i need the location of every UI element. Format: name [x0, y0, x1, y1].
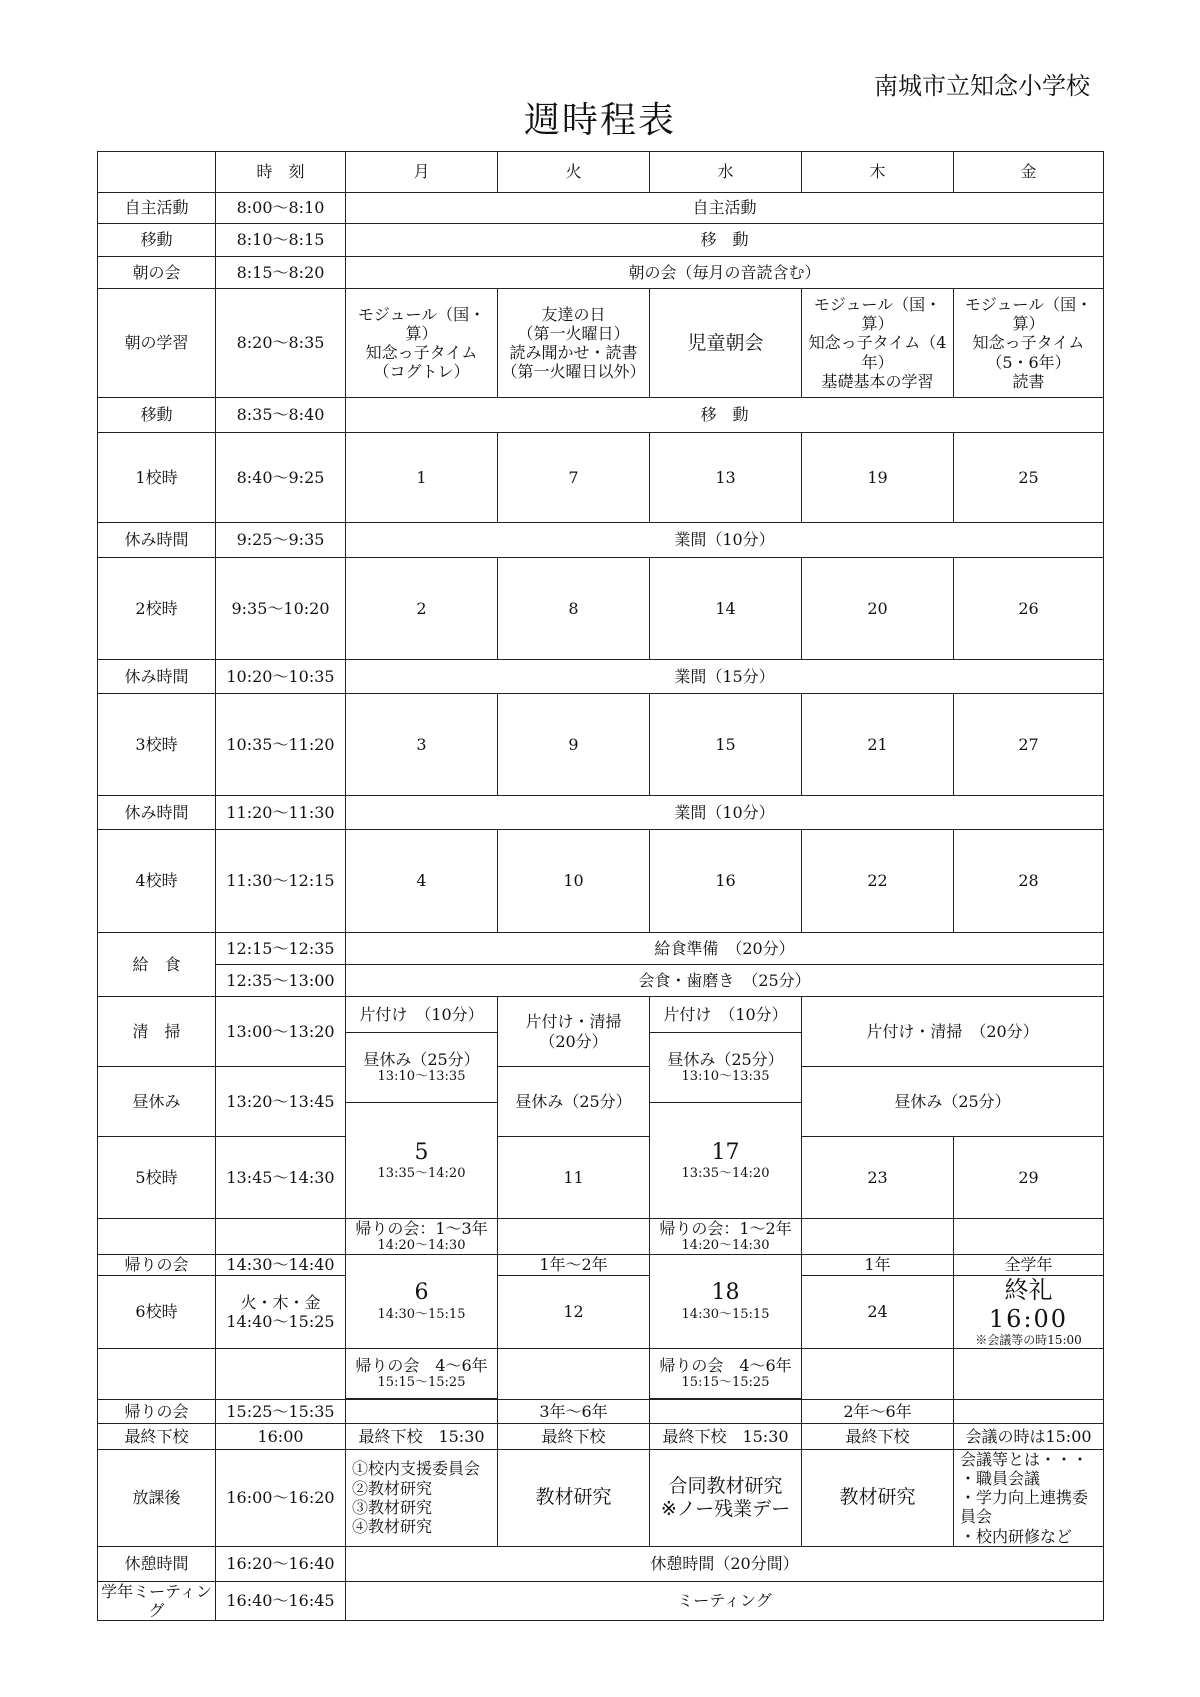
row-time: 10:20〜10:35	[216, 660, 346, 694]
cell-tue: 11	[498, 1137, 650, 1219]
row-asagaku	[98, 289, 1104, 398]
cell-subtime: 15:15〜15:25	[377, 1375, 466, 1391]
cell-number: 18	[711, 1280, 740, 1306]
row-yasumi-3	[98, 796, 1104, 830]
cell-wed	[650, 1399, 802, 1423]
row-label: 休み時間	[98, 523, 216, 558]
row-period-5-a	[98, 1137, 1104, 1179]
row-time: 13:00〜13:20	[216, 997, 346, 1067]
cell-wed-kaeri	[650, 1219, 802, 1255]
cell-mon: ①校内支援委員会 ②教材研究 ③教材研究 ④教材研究	[346, 1449, 498, 1546]
cell-fri	[954, 1399, 1104, 1423]
row-content: 朝の会（毎月の音読含む）	[346, 257, 1104, 289]
row-label: 2校時	[98, 558, 216, 660]
cell-subtime: 13:10〜13:35	[681, 1069, 770, 1085]
row-label: 給 食	[98, 933, 216, 997]
row-time: 13:45〜14:30	[216, 1137, 346, 1219]
spacer-tue	[498, 1219, 650, 1254]
spacer-thu-3	[802, 1348, 954, 1398]
cell-tue: 8	[498, 558, 650, 660]
row-content: 給食準備 （20分）	[346, 933, 1104, 965]
cell-subtime: 15:15〜15:25	[681, 1375, 770, 1391]
cell-mon: モジュール（国・算） 知念っ子タイム （コグトレ）	[346, 289, 498, 398]
cell-mon: 2	[346, 558, 498, 660]
spacer-time-2	[216, 1348, 346, 1399]
cell-text: 昼休み（25分）	[667, 1050, 784, 1070]
cell-thu: モジュール（国・算） 知念っ子タイム（4年） 基礎基本の学習	[802, 289, 954, 398]
row-time: 8:10〜8:15	[216, 224, 346, 257]
cell-fri: 全学年	[954, 1254, 1104, 1275]
cell-wed: 最終下校 15:30	[650, 1423, 802, 1449]
row-kaeri-1	[98, 1254, 1104, 1275]
cell-tue: 1年〜2年	[498, 1254, 650, 1275]
school-name: 南城市立知念小学校	[874, 72, 1090, 100]
cell-tue: 昼休み（25分）	[498, 1067, 650, 1137]
cell-text: 帰りの会：1〜2年	[659, 1219, 792, 1238]
cell-subtime: 13:35〜14:20	[681, 1165, 770, 1181]
cell-wed: 片付け （10分）	[650, 997, 802, 1033]
cell-fri: 27	[954, 694, 1104, 796]
day-header-tue: 火	[498, 152, 650, 193]
row-label: 移動	[98, 398, 216, 433]
row-time: 13:20〜13:45	[216, 1067, 346, 1137]
row-kaeri-note-2	[98, 1348, 1104, 1398]
row-label: 休み時間	[98, 796, 216, 830]
cell-mon-p6	[346, 1254, 498, 1348]
corner-cell	[98, 152, 216, 193]
row-label: 朝の学習	[98, 289, 216, 398]
cell-number: 5	[414, 1139, 429, 1165]
row-label: 清 掃	[98, 997, 216, 1067]
row-time: 12:15〜12:35	[216, 933, 346, 965]
row-time: 9:25〜9:35	[216, 523, 346, 558]
row-kaeri-note-1	[98, 1219, 1104, 1254]
row-time: 16:40〜16:45	[216, 1581, 346, 1620]
day-header-thu: 木	[802, 152, 954, 193]
row-content: 会食・歯磨き （25分）	[346, 965, 1104, 997]
row-label: 学年ミーティング	[98, 1581, 216, 1620]
row-label: 1校時	[98, 433, 216, 523]
cell-number: 17	[711, 1139, 740, 1165]
row-kyushoku-2	[98, 965, 1104, 997]
spacer-label	[98, 1219, 216, 1255]
row-period-6	[98, 1275, 1104, 1347]
row-yasumi-2	[98, 660, 1104, 694]
row-time: 11:20〜11:30	[216, 796, 346, 830]
time-note: 火・木・金	[240, 1292, 321, 1312]
row-ido1	[98, 224, 1104, 257]
spacer-thu	[802, 1219, 954, 1254]
cell-text: 帰りの会 4〜6年	[659, 1355, 792, 1375]
cell-subtime: 14:30〜15:15	[377, 1306, 466, 1322]
row-label: 放課後	[98, 1449, 216, 1546]
row-content: 休憩時間（20分間）	[346, 1546, 1104, 1581]
row-houkago	[98, 1449, 1104, 1546]
cell-tue: 3年〜6年	[498, 1399, 650, 1423]
page-title: 週時程表	[523, 100, 676, 141]
cell-thu: 22	[802, 830, 954, 933]
cell-wed-p5	[650, 1103, 802, 1219]
cell-mon-lunch	[346, 1033, 498, 1103]
closing-note: ※会議等の時15:00	[975, 1333, 1082, 1348]
spacer-fri	[954, 1219, 1104, 1254]
cell-thu-fri: 昼休み（25分）	[802, 1067, 1104, 1137]
cell-mon: 最終下校 15:30	[346, 1423, 498, 1449]
row-time: 14:30〜14:40	[216, 1254, 346, 1275]
cell-fri: 29	[954, 1137, 1104, 1219]
row-seiso-a	[98, 997, 1104, 1033]
row-kyukei	[98, 1546, 1104, 1581]
cell-subtime: 13:10〜13:35	[377, 1069, 466, 1085]
cell-mon: 1	[346, 433, 498, 523]
cell-tue: 12	[498, 1275, 650, 1348]
row-hiru-a	[98, 1067, 1104, 1103]
cell-mon-kaeri2	[346, 1348, 498, 1398]
weekly-schedule-table	[97, 151, 1104, 1621]
row-time: 12:35〜13:00	[216, 965, 346, 997]
cell-text: 帰りの会 4〜6年	[355, 1355, 488, 1375]
cell-wed-p6	[650, 1254, 802, 1348]
cell-subtime: 14:30〜15:15	[681, 1306, 770, 1322]
cell-subtime: 14:20〜14:30	[681, 1238, 770, 1254]
cell-tue: 友達の日 （第一火曜日） 読み聞かせ・読書 （第一火曜日以外）	[498, 289, 650, 398]
row-period-3	[98, 694, 1104, 796]
row-content: ミーティング	[346, 1581, 1104, 1620]
row-label: 移動	[98, 224, 216, 257]
row-time: 8:00〜8:10	[216, 193, 346, 224]
cell-thu: 19	[802, 433, 954, 523]
cell-fri	[954, 1275, 1104, 1348]
cell-text: 帰りの会：1〜3年	[355, 1219, 488, 1238]
spacer-time	[216, 1219, 346, 1255]
row-time: 11:30〜12:15	[216, 830, 346, 933]
cell-mon: 3	[346, 694, 498, 796]
cell-tue: 片付け・清掃 （20分）	[498, 997, 650, 1067]
cell-thu: 2年〜6年	[802, 1399, 954, 1423]
closing-time: 16:00	[988, 1304, 1069, 1333]
row-kaeri-2	[98, 1399, 1104, 1423]
cell-tue: 10	[498, 830, 650, 933]
header-row	[98, 152, 1104, 193]
cell-tue: 9	[498, 694, 650, 796]
cell-tue: 7	[498, 433, 650, 523]
cell-mon-kaeri	[346, 1219, 498, 1255]
cell-thu: 21	[802, 694, 954, 796]
cell-wed: 合同教材研究 ※ノー残業デー	[650, 1449, 802, 1546]
row-time: 16:00	[216, 1423, 346, 1449]
row-time: 16:00〜16:20	[216, 1449, 346, 1546]
cell-thu-fri: 片付け・清掃 （20分）	[802, 997, 1104, 1067]
row-yasumi-1	[98, 523, 1104, 558]
cell-wed: 16	[650, 830, 802, 933]
row-kyushoku-1	[98, 933, 1104, 965]
row-content: 自主活動	[346, 193, 1104, 224]
row-label: 4校時	[98, 830, 216, 933]
spacer-label-2	[98, 1348, 216, 1399]
cell-fri: 会議の時は15:00	[954, 1423, 1104, 1449]
cell-wed: 15	[650, 694, 802, 796]
cell-text: 昼休み（25分）	[363, 1050, 480, 1070]
row-time: 8:15〜8:20	[216, 257, 346, 289]
row-period-2	[98, 558, 1104, 660]
row-label: 帰りの会	[98, 1254, 216, 1275]
cell-subtime: 13:35〜14:20	[377, 1165, 466, 1181]
time-range: 14:40〜15:25	[226, 1311, 335, 1331]
cell-tue: 最終下校	[498, 1423, 650, 1449]
spacer-fri-3	[954, 1348, 1104, 1398]
cell-thu: 20	[802, 558, 954, 660]
row-content: 業間（10分）	[346, 796, 1104, 830]
cell-thu: 1年	[802, 1254, 954, 1275]
row-content: 移 動	[346, 398, 1104, 433]
day-header-mon: 月	[346, 152, 498, 193]
day-header-fri: 金	[954, 152, 1104, 193]
row-label: 帰りの会	[98, 1399, 216, 1423]
row-label: 休み時間	[98, 660, 216, 694]
closing-label: 終礼	[1004, 1275, 1053, 1304]
row-label: 最終下校	[98, 1423, 216, 1449]
cell-thu: 教材研究	[802, 1449, 954, 1546]
cell-mon: 4	[346, 830, 498, 933]
row-asanokai	[98, 257, 1104, 289]
row-time: 10:35〜11:20	[216, 694, 346, 796]
row-content: 業間（10分）	[346, 523, 1104, 558]
cell-thu: 最終下校	[802, 1423, 954, 1449]
row-time: 15:25〜15:35	[216, 1399, 346, 1423]
cell-fri: 28	[954, 830, 1104, 933]
row-content: 業間（15分）	[346, 660, 1104, 694]
row-label: 休憩時間	[98, 1546, 216, 1581]
row-ido2	[98, 398, 1104, 433]
row-label: 5校時	[98, 1137, 216, 1219]
row-time: 16:20〜16:40	[216, 1546, 346, 1581]
row-label: 昼休み	[98, 1067, 216, 1137]
day-header-wed: 水	[650, 152, 802, 193]
cell-thu: 24	[802, 1275, 954, 1348]
row-jishu	[98, 193, 1104, 224]
row-meeting	[98, 1581, 1104, 1620]
cell-wed-lunch	[650, 1033, 802, 1103]
row-time	[216, 1275, 346, 1348]
row-time: 8:35〜8:40	[216, 398, 346, 433]
row-time: 9:35〜10:20	[216, 558, 346, 660]
cell-fri: 26	[954, 558, 1104, 660]
row-label: 3校時	[98, 694, 216, 796]
cell-fri: 25	[954, 433, 1104, 523]
cell-subtime: 14:20〜14:30	[377, 1238, 466, 1254]
cell-tue: 教材研究	[498, 1449, 650, 1546]
cell-mon: 片付け （10分）	[346, 997, 498, 1033]
row-period-1	[98, 433, 1104, 523]
cell-mon	[346, 1399, 498, 1423]
cell-thu: 23	[802, 1137, 954, 1219]
row-label: 朝の会	[98, 257, 216, 289]
cell-number: 6	[414, 1280, 429, 1306]
row-label: 6校時	[98, 1275, 216, 1348]
cell-wed: 13	[650, 433, 802, 523]
spacer-tue-3	[498, 1348, 650, 1398]
cell-wed-kaeri2	[650, 1348, 802, 1398]
cell-wed: 14	[650, 558, 802, 660]
row-content: 移 動	[346, 224, 1104, 257]
row-label: 自主活動	[98, 193, 216, 224]
row-time: 8:40〜9:25	[216, 433, 346, 523]
row-time: 8:20〜8:35	[216, 289, 346, 398]
time-column-header: 時 刻	[216, 152, 346, 193]
cell-wed: 児童朝会	[650, 289, 802, 398]
cell-fri: モジュール（国・算） 知念っ子タイム（5・6年） 読書	[954, 289, 1104, 398]
row-period-4	[98, 830, 1104, 933]
cell-mon-p5	[346, 1103, 498, 1219]
cell-fri: 会議等とは・・・ ・職員会議 ・学力向上連携委員会 ・校内研修など	[954, 1449, 1104, 1546]
row-saishu	[98, 1423, 1104, 1449]
